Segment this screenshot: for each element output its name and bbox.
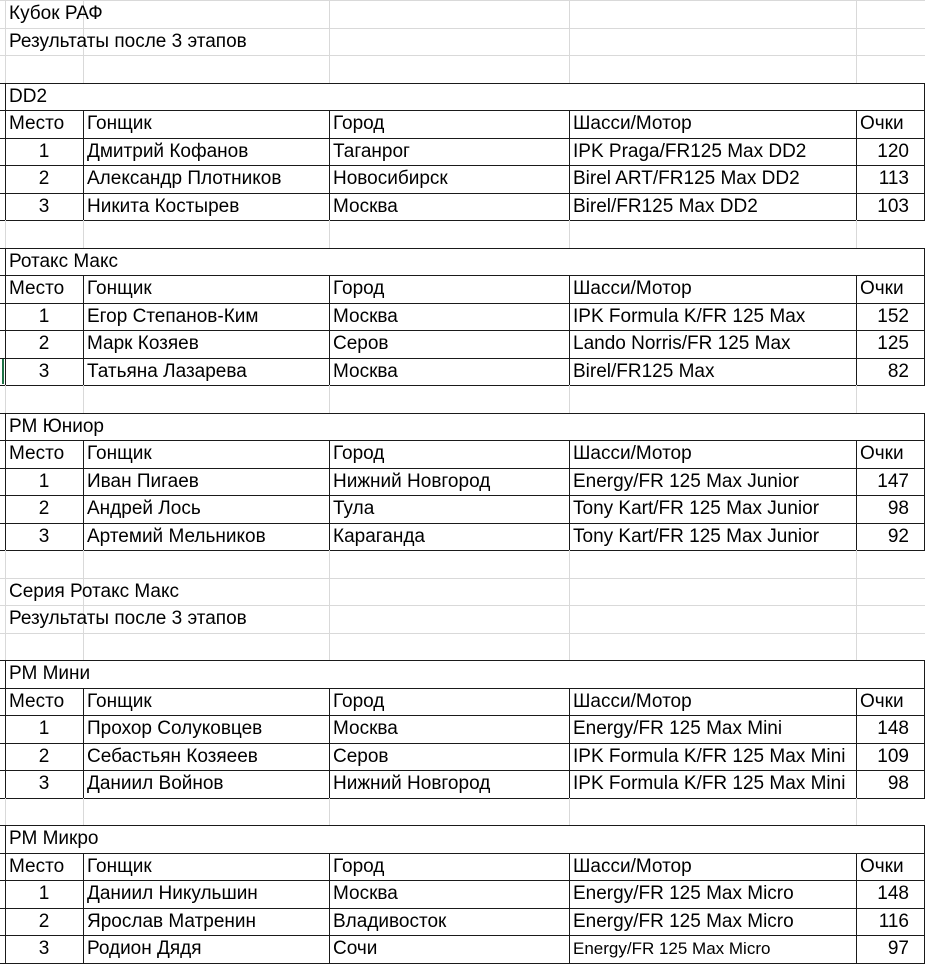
cell-chassis[interactable]: Birel/FR125 Max DD2 — [573, 195, 758, 217]
sheet-title-row — [0, 578, 925, 606]
cell-points[interactable]: 148 — [877, 718, 909, 739]
table-row — [0, 358, 925, 386]
column-header-points[interactable]: Очки — [860, 278, 904, 299]
column-header-place[interactable]: Место — [9, 690, 65, 712]
column-header-racer[interactable]: Гонщик — [87, 278, 152, 299]
class-title[interactable]: РМ Юниор — [9, 415, 104, 437]
cell-chassis[interactable]: Energy/FR 125 Max Micro — [573, 910, 794, 932]
cell-racer[interactable]: Себастьян Козяеев — [87, 745, 258, 767]
cell-place[interactable]: 1 — [38, 470, 50, 492]
cell-chassis[interactable]: Energy/FR 125 Max Mini — [573, 718, 783, 739]
table-row — [0, 165, 925, 193]
sheet-title[interactable]: Результаты после 3 этапов — [9, 608, 247, 629]
cell-racer[interactable]: Ярослав Матренин — [87, 910, 257, 932]
column-header-chassis[interactable]: Шасси/Мотор — [573, 113, 692, 134]
column-header-chassis[interactable]: Шасси/Мотор — [573, 855, 692, 877]
cell-city[interactable]: Москва — [333, 305, 398, 327]
blank-row — [0, 798, 925, 826]
cell-place[interactable]: 1 — [38, 305, 50, 327]
cell-points[interactable]: 82 — [887, 360, 909, 382]
column-header-racer[interactable]: Гонщик — [87, 443, 152, 464]
header-row — [0, 275, 925, 303]
cell-chassis[interactable]: Energy/FR 125 Max Micro — [573, 883, 794, 904]
cell-racer[interactable]: Андрей Лось — [87, 498, 201, 519]
cell-racer[interactable]: Иван Пигаев — [87, 470, 199, 492]
cell-chassis[interactable]: Birel/FR125 Max — [573, 360, 715, 382]
cell-place[interactable]: 3 — [38, 360, 50, 382]
cell-chassis[interactable]: IPK Formula K/FR 125 Max Mini — [573, 745, 846, 767]
column-header-place[interactable]: Место — [9, 443, 65, 464]
column-header-racer[interactable]: Гонщик — [87, 690, 152, 712]
column-header-racer[interactable]: Гонщик — [87, 855, 152, 877]
cell-city[interactable]: Сочи — [333, 938, 378, 959]
table-row — [0, 770, 925, 798]
cell-place[interactable]: 2 — [38, 333, 50, 354]
class-title-row — [0, 83, 925, 111]
class-title-row — [0, 660, 925, 688]
sheet-title[interactable]: Серия Ротакс Макс — [9, 580, 180, 602]
cell-city[interactable]: Нижний Новгород — [333, 773, 491, 794]
column-header-city[interactable]: Город — [333, 690, 385, 712]
column-header-points[interactable]: Очки — [860, 443, 904, 464]
cell-racer[interactable]: Артемий Мельников — [87, 525, 266, 547]
cell-place[interactable]: 1 — [38, 140, 50, 162]
table-row — [0, 495, 925, 523]
cell-points[interactable]: 116 — [878, 910, 909, 932]
column-header-city[interactable]: Город — [333, 855, 385, 877]
cell-place[interactable]: 2 — [38, 745, 50, 767]
cell-racer[interactable]: Егор Степанов-Ким — [87, 305, 259, 327]
column-header-chassis[interactable]: Шасси/Мотор — [573, 690, 692, 712]
header-row — [0, 853, 925, 881]
table-row — [0, 303, 925, 331]
sheet-title[interactable]: Кубок РАФ — [9, 3, 103, 24]
cell-chassis[interactable]: Birel ART/FR125 Max DD2 — [573, 168, 800, 189]
table-row — [0, 908, 925, 936]
column-header-city[interactable]: Город — [333, 278, 385, 299]
blank-row — [0, 633, 925, 661]
cell-points[interactable]: 109 — [877, 745, 909, 767]
cell-chassis[interactable]: Tony Kart/FR 125 Max Junior — [573, 525, 820, 547]
class-title[interactable]: РМ Мини — [9, 663, 91, 684]
column-header-city[interactable]: Город — [333, 443, 385, 464]
cell-points[interactable]: 98 — [887, 498, 909, 519]
cell-city[interactable]: Москва — [333, 360, 398, 382]
cell-points[interactable]: 113 — [878, 168, 909, 189]
cell-city[interactable]: Караганда — [333, 525, 425, 547]
sheet-title-row — [0, 0, 925, 28]
table-row — [0, 715, 925, 743]
cell-place[interactable]: 3 — [38, 525, 50, 547]
cell-points[interactable]: 148 — [877, 883, 909, 904]
cell-city[interactable]: Москва — [333, 195, 398, 217]
sheet-title-row — [0, 605, 925, 633]
cell-city[interactable]: Таганрог — [333, 140, 410, 162]
cell-racer[interactable]: Никита Костырев — [87, 195, 240, 217]
cell-place[interactable]: 2 — [38, 498, 50, 519]
sheet-title[interactable]: Результаты после 3 этапов — [9, 30, 247, 52]
column-header-chassis[interactable]: Шасси/Мотор — [573, 443, 692, 464]
cell-place[interactable]: 2 — [38, 168, 50, 189]
table-row — [0, 138, 925, 166]
cell-chassis[interactable]: Tony Kart/FR 125 Max Junior — [573, 498, 820, 519]
cell-city[interactable]: Новосибирск — [333, 168, 448, 189]
cell-city[interactable]: Серов — [333, 745, 389, 767]
cell-points[interactable]: 125 — [877, 333, 909, 354]
header-row — [0, 688, 925, 716]
column-header-city[interactable]: Город — [333, 113, 385, 134]
cell-place[interactable]: 1 — [38, 718, 50, 739]
cell-racer[interactable]: Даниил Никульшин — [87, 883, 258, 904]
cell-chassis[interactable]: Energy/FR 125 Max Junior — [573, 470, 799, 492]
cell-chassis[interactable]: Energy/FR 125 Max Micro — [573, 939, 771, 958]
cell-racer[interactable]: Прохор Солуковцев — [87, 718, 263, 739]
cell-place[interactable]: 2 — [38, 910, 50, 932]
cell-place[interactable]: 3 — [38, 938, 50, 959]
blank-row — [0, 550, 925, 578]
cell-racer[interactable]: Татьяна Лазарева — [87, 360, 247, 382]
cell-place[interactable]: 3 — [38, 773, 50, 794]
table-row — [0, 468, 925, 496]
class-title-row — [0, 248, 925, 276]
header-row — [0, 110, 925, 138]
cell-racer[interactable]: Дмитрий Кофанов — [87, 140, 249, 162]
sheet-title-row — [0, 28, 925, 56]
column-header-racer[interactable]: Гонщик — [87, 113, 152, 134]
gridline — [0, 963, 925, 964]
column-header-place[interactable]: Место — [9, 278, 65, 299]
cell-racer[interactable]: Марк Козяев — [87, 333, 199, 354]
blank-row — [0, 220, 925, 248]
class-title-row — [0, 825, 925, 853]
class-title[interactable]: DD2 — [9, 85, 48, 107]
cell-points[interactable]: 92 — [887, 525, 909, 547]
cell-place[interactable]: 1 — [38, 883, 50, 904]
cell-city[interactable]: Москва — [333, 718, 398, 739]
blank-row — [0, 385, 925, 413]
table-row — [0, 523, 925, 551]
cell-racer[interactable]: Даниил Войнов — [87, 773, 224, 794]
cell-racer[interactable]: Родион Дядя — [87, 938, 202, 959]
cell-points[interactable]: 97 — [887, 938, 909, 959]
cell-city[interactable]: Серов — [333, 333, 389, 354]
table-row — [0, 935, 925, 963]
cell-points[interactable]: 147 — [877, 470, 909, 492]
column-header-place[interactable]: Место — [9, 113, 65, 134]
table-row — [0, 743, 925, 771]
column-header-points[interactable]: Очки — [860, 690, 904, 712]
selection-marker — [2, 359, 4, 385]
class-title[interactable]: РМ Микро — [9, 828, 99, 849]
class-title-row — [0, 413, 925, 441]
cell-racer[interactable]: Александр Плотников — [87, 168, 282, 189]
column-header-points[interactable]: Очки — [860, 855, 904, 877]
cell-chassis[interactable]: Lando Norris/FR 125 Max — [573, 333, 791, 354]
column-header-chassis[interactable]: Шасси/Мотор — [573, 278, 692, 299]
table-row — [0, 193, 925, 221]
cell-city[interactable]: Москва — [333, 883, 398, 904]
class-title[interactable]: Ротакс Макс — [9, 250, 118, 272]
cell-chassis[interactable]: IPK Formula K/FR 125 Max — [573, 305, 806, 327]
cell-place[interactable]: 3 — [38, 195, 50, 217]
cell-city[interactable]: Владивосток — [333, 910, 447, 932]
blank-row — [0, 55, 925, 83]
cell-city[interactable]: Тула — [333, 498, 375, 519]
cell-chassis[interactable]: IPK Formula K/FR 125 Max Mini — [573, 773, 846, 794]
table-row — [0, 330, 925, 358]
header-row — [0, 440, 925, 468]
cell-points[interactable]: 98 — [887, 773, 909, 794]
table-row — [0, 880, 925, 908]
cell-city[interactable]: Нижний Новгород — [333, 470, 491, 492]
cell-points[interactable]: 103 — [877, 195, 909, 217]
cell-points[interactable]: 152 — [877, 305, 909, 327]
column-header-place[interactable]: Место — [9, 855, 65, 877]
cell-chassis[interactable]: IPK Praga/FR125 Max DD2 — [573, 140, 807, 162]
column-header-points[interactable]: Очки — [860, 113, 904, 134]
cell-points[interactable]: 120 — [877, 140, 909, 162]
